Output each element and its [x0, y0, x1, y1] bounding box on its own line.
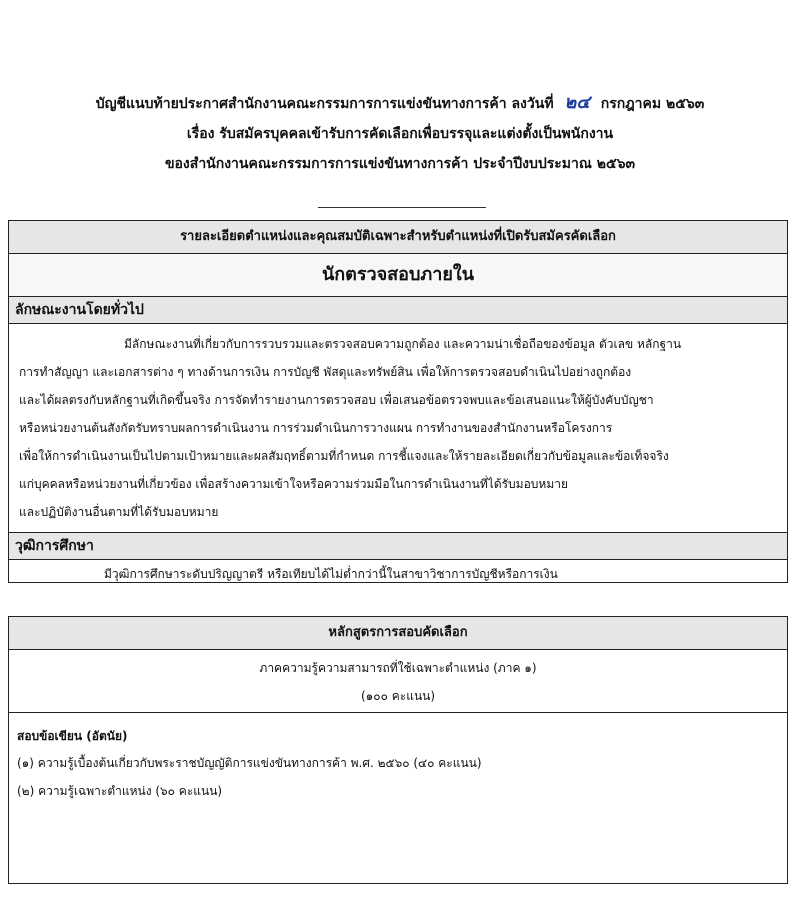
duty-line: หรือหน่วยงานต้นสังกัดรับทราบผลการดำเนินงาน การร่วมดำเนินการวางแผน การทำงานของสำนักงานหรือโครงการ — [19, 421, 613, 435]
exam-part-title: ภาคความรู้ความสามารถที่ใช้เฉพาะตำแหน่ง (ภาค ๑) — [259, 661, 537, 675]
exam-part-points: (๑๐๐ คะแนน) — [360, 689, 436, 703]
exam-body — [9, 713, 787, 805]
education-heading: วุฒิการศึกษา — [9, 533, 787, 560]
exam-curriculum-table — [8, 616, 788, 884]
announcement-header — [0, 88, 800, 179]
handwritten-day: ๒๔ — [564, 92, 590, 113]
duty-line: และปฏิบัติงานอื่นตามที่ได้รับมอบหมาย — [19, 505, 219, 519]
duty-line: แก่บุคคลหรือหน่วยงานที่เกี่ยวข้อง เพื่อสร้างความเข้าใจหรือความร่วมมือในการดำเนินงานที่ได้รับมอบหมาย — [19, 477, 568, 491]
general-duties-heading: ลักษณะงานโดยทั่วไป — [9, 297, 787, 324]
header-line-1-suffix: กรกฎาคม ๒๕๖๓ — [600, 96, 705, 112]
duty-line: มีลักษณะงานที่เกี่ยวกับการรวบรวมและตรวจสอบความถูกต้อง และความน่าเชื่อถือของข้อมูล ตัวเลข หลักฐาน — [124, 337, 682, 351]
header-line-1-prefix: บัญชีแนบท้ายประกาศสำนักงานคณะกรรมการการแข่งขันทางการค้า ลงวันที่ — [95, 96, 554, 112]
duty-line: การทำสัญญา และเอกสารต่าง ๆ ทางด้านการเงิน การบัญชี พัสดุและทรัพย์สิน เพื่อให้การตรวจสอบดำเนินไปอย่างถูกต้อง — [19, 365, 632, 379]
exam-item: (๑) ความรู้เบื้องต้นเกี่ยวกับพระราชบัญญัติการแข่งขันทางการค้า พ.ศ. ๒๕๖๐ (๔๐ คะแนน) — [17, 756, 482, 770]
details-heading: รายละเอียดตำแหน่งและคุณสมบัติเฉพาะสำหรับตำแหน่งที่เปิดรับสมัครคัดเลือก — [9, 221, 787, 254]
header-divider — [318, 207, 486, 208]
header-line-3: ของสำนักงานคณะกรรมการการแข่งขันทางการค้า ประจำปีงบประมาณ ๒๕๖๓ — [164, 156, 636, 172]
exam-part-header — [9, 650, 787, 713]
duty-line: เพื่อให้การดำเนินงานเป็นไปตามเป้าหมายและผลสัมฤทธิ์ตามที่กำหนด การชี้แจงและให้รายละเอียดเกี่ยวกับข้อมูลและข้อเท็จจริง — [19, 449, 669, 463]
general-duties-text — [9, 324, 787, 533]
header-line-1 — [0, 88, 800, 119]
header-line-2: เรื่อง รับสมัครบุคคลเข้ารับการคัดเลือกเพื่อบรรจุและแต่งตั้งเป็นพนักงาน — [186, 126, 614, 142]
position-title: นักตรวจสอบภายใน — [9, 254, 787, 297]
duty-line: และได้ผลตรงกับหลักฐานที่เกิดขึ้นจริง การจัดทำรายงานการตรวจสอบ เพื่อเสนอข้อตรวจพบและข้อเสนอแนะให้ผู้บังคับบัญชา — [19, 393, 654, 407]
education-text: มีวุฒิการศึกษาระดับปริญญาตรี หรือเทียบได้ไม่ต่ำกว่านี้ในสาขาวิชาการบัญชีหรือการเงิน — [104, 567, 558, 581]
exam-heading: หลักสูตรการสอบคัดเลือก — [9, 617, 787, 650]
exam-item: (๒) ความรู้เฉพาะตำแหน่ง (๖๐ คะแนน) — [17, 784, 223, 798]
position-details-table — [8, 220, 788, 583]
exam-method: สอบข้อเขียน (อัตนัย) — [17, 729, 128, 743]
